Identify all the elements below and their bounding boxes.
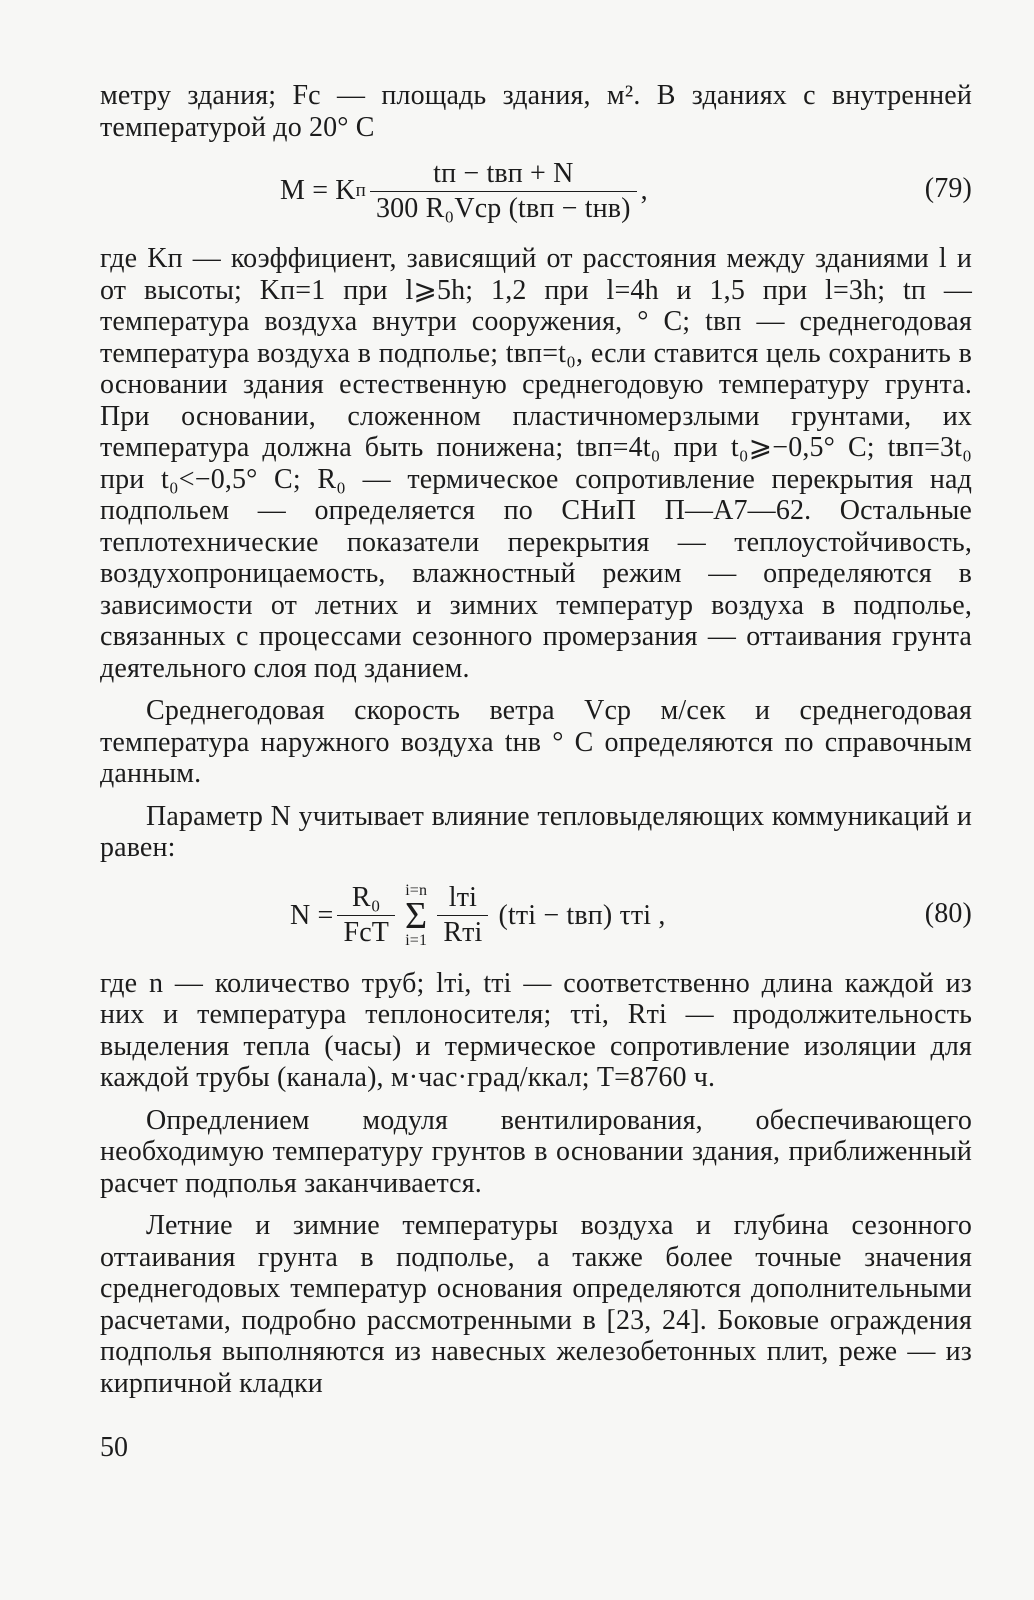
paragraph-n-definition: где n — количество труб; lтi, tтi — соответственно длина каждой из них и температура теплоносителя; τтi, Rтi — продолжительность выделения тепла (часы) и термическое сопротивление изоляции для каждой трубы (канала), м·час·град/ккал; T=8760 ч. (100, 967, 972, 1093)
page-number: 50 (100, 1432, 128, 1463)
paragraph-kp-definition: где Kп — коэффициент, зависящий от расстояния между зданиями l и от высоты; Kп=1 при l⩾5h; 1,2 при l=4h и 1,5 при l=3h; tп — температура воздуха внутри сооружения, ° С; tвп — среднегодовая температура воздуха в подполье; tвп=t₀, если ставится цель сохранить в основании здания естественную среднегодовую температуру грунта. При основании, сложенном пластичномерзлыми грунтами, их температура должна быть понижена; tвп=4t₀ при t₀⩾−0,5° С; tвп=3t₀ при t₀<−0,5° С; R₀ — термическое сопротивление перекрытия над подпольем — определяется по СНиП П—А7—62. Остальные теплотехнические показатели перекрытия — теплоустойчивость, воздухопроницаемость, влажностный режим — определяются в зависимости от летних и зимних температур воздуха в подполье, связанных с процессами сезонного промерзания — оттаивания грунта деятельного слоя под зданием. (100, 243, 972, 684)
eq80-frac1-denominator: FсT (337, 915, 395, 950)
paragraph-summer-winter: Летние и зимние температуры воздуха и глубина сезонного оттаивания грунта в подполье, а также более точные значения среднегодовых температур основания определяются дополнительными расчетами, подробно рассмотренными в [23, 24]. Боковые ограждения подполья выполняются из навесных железобетонных плит, реже — из кирпичной кладки (100, 1210, 972, 1399)
eq80-tail: (tтi − tвп) τтi , (498, 899, 666, 931)
paragraph-parameter-n: Параметр N учитывает влияние тепловыделяющих коммуникаций и равен: (100, 800, 972, 863)
eq79-trail: , (640, 175, 648, 207)
eq80-sum-top: i=n (405, 881, 428, 899)
eq80-frac2-denominator: Rтi (437, 915, 488, 950)
equation-80-number: (80) (924, 897, 972, 929)
equation-79-math: M = K п $\frac{\text{tп − tвп + N}}{\text{300 R₀Vср (tвп − tнв)}}$ , (280, 157, 648, 224)
eq80-summation (405, 883, 427, 949)
eq80-fraction-1 (337, 881, 395, 950)
eq79-lhs: M = K (280, 175, 356, 207)
eq80-frac1-numerator: R₀ (351, 882, 381, 913)
eq79-numerator: tп − tвп + N (433, 157, 574, 189)
eq80-fraction-2 (437, 881, 488, 950)
body-text (100, 80, 972, 1410)
eq80-lhs: N = (290, 899, 334, 931)
equation-80 (100, 868, 972, 964)
eq79-denominator: 300 R₀Vср (tвп − tнв) (370, 191, 637, 226)
eq79-fraction (370, 157, 637, 226)
paragraph-intro: метру здания; Fс — площадь здания, м². В зданиях с внутренней температурой до 20° С (100, 80, 972, 143)
paragraph-ventilation-module: Опредлением модуля вентилирования, обеспечивающего необходимую температуру грунтов в основании здания, приближенный расчет подполья заканчивается. (100, 1104, 972, 1199)
sigma-icon: Σ (405, 894, 428, 937)
eq80-sum-bottom: i=1 (405, 931, 428, 949)
equation-80-math (290, 868, 666, 964)
eq80-frac2-numerator: lтi (448, 882, 478, 913)
paragraph-wind-speed: Среднегодовая скорость ветра Vср м/сек и среднегодовая температура наружного воздуха tнв ° С определяются по справочным данным. (100, 695, 972, 789)
equation-79 (100, 143, 972, 239)
equation-79-number: (79) (924, 173, 972, 204)
